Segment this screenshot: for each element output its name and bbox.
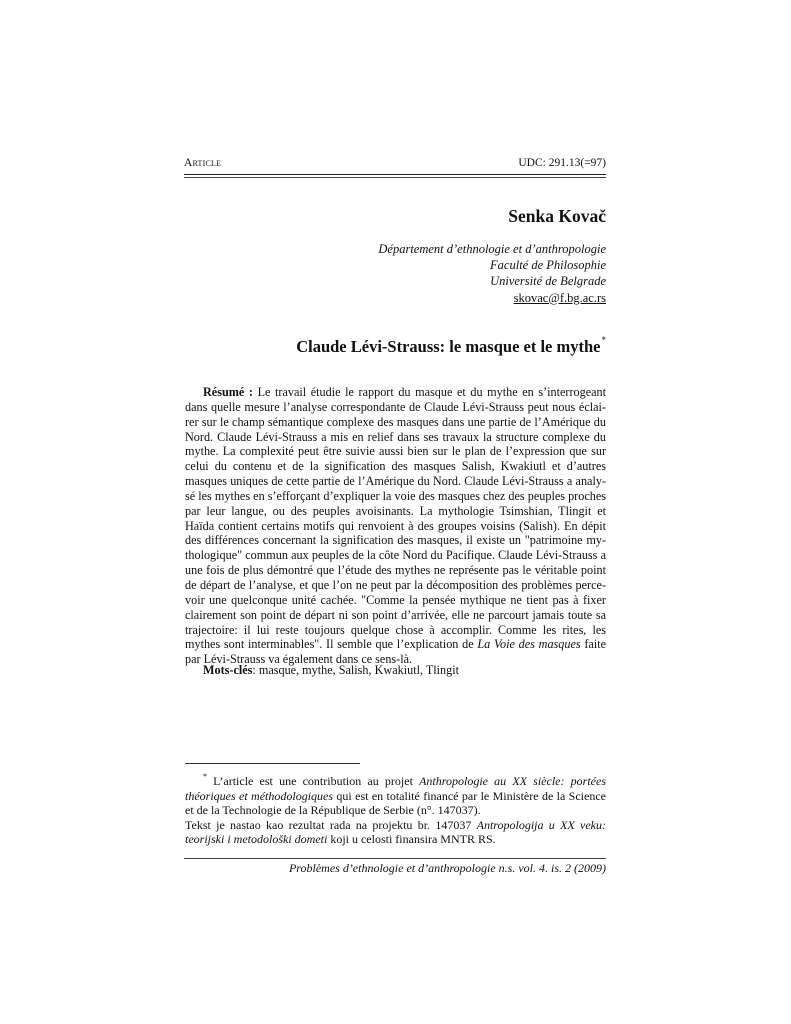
footnote-project-title: Anthropologie au XX siècle: portées théoriques et méthodologiques xyxy=(185,774,606,803)
footnote-serbian-title: Antropologija u XX veku: teorijski i metodološki dometi xyxy=(185,817,606,847)
affiliation-department: Département d’ethnologie et d’anthropologie xyxy=(378,242,606,256)
affiliation-university: Université de Belgrade xyxy=(490,274,606,289)
abstract-label: Résumé : xyxy=(203,385,253,399)
footer-rule xyxy=(184,858,606,859)
author-name: Senka Kovač xyxy=(508,206,606,226)
title-footnote-mark[interactable]: * xyxy=(601,335,606,345)
udc-code: UDC: 291.13(=97) xyxy=(518,157,606,169)
header-rule xyxy=(184,174,606,175)
keywords-list: : masque, mythe, Salish, Kwakiutl, Tlingit xyxy=(252,663,460,677)
keywords-label: Mots-clés xyxy=(203,663,253,677)
article-type-label: Article xyxy=(184,157,222,169)
author-affiliation xyxy=(286,241,606,306)
abstract-body-1: Le travail étudie le rapport du masque et du mythe en s’interrogeant dans quelle mesure l’analyse correspondante de Claude Lévi-Strauss peut nous éclairer sur le champ sémantique complexe des masques dans une partie de l’Amérique du Nord. Claude Lévi-Strauss a mis en relief dans ses travaux la structure complexe du mythe. La complexité peut être suivie aussi bien sur le plan de l’expression que sur celui du contenu et de la signification des masques Salish, Kwakiutl et d’autres masques uniques de cette partie de l’Amérique du Nord. Claude Lévi-Strauss a analysé les mythes en s’efforçant d’expliquer la voie des masques chez des peuples proches par leur langue, ou des peuples avoisinants. La mythologie Tsimshian, Tlingit et Haïda contient certains motifs qui renvoient à des groupes voisins (Salish). En dépit des différences concernant la signification des masques, il existe un "patrimoine mythologique" commun aux peuples de la côte Nord du Pacifique. Claude Lévi-Strauss a une fois de plus démontré que l’étude des mythes ne représente pas le véritable point de départ de l’analyse, et que l’on ne peut par la décomposition des problèmes percevoir une quelconque unité cachée. "Comme la pensée mythique ne tient pas à fixer clairement son point de départ ni son point d’arrivée, elle ne parcourt jamais toute sa trajectoire: il lui reste toujours quelque chose à accomplir. Comme les rites, les mythes sont interminables". Il semble que l’explication de xyxy=(185,385,607,652)
footnote-rule xyxy=(185,763,360,764)
footnote-serbian-2: koji u celosti finansira MNTR RS. xyxy=(327,832,496,847)
header-rule-thin xyxy=(184,177,606,178)
abstract-book-title: La Voie des masques xyxy=(477,637,581,652)
footnote xyxy=(185,770,606,847)
running-header xyxy=(184,157,606,169)
author-email-link[interactable]: skovac@f.bg.ac.rs xyxy=(513,290,606,305)
footnote-serbian-1: Tekst je nastao kao rezultat rada na projektu br. 147037 xyxy=(185,817,477,832)
abstract xyxy=(185,385,606,667)
abstract-body-2: faite par Lévi-Strauss va également dans ce sens-là. xyxy=(185,637,607,667)
journal-footer: Problèmes d’ethnologie et d’anthropologie n.s. vol. 4. is. 2 (2009) xyxy=(288,861,606,875)
footnote-text-2: qui est en totalité financé par le Ministère de la Science et de la Technologie de la République de Serbie (n°. 147037). xyxy=(185,788,606,818)
article-title-text: Claude Lévi-Strauss: le masque et le mythe xyxy=(296,337,601,356)
footnote-text-1: L’article est une contribution au projet xyxy=(207,774,420,788)
affiliation-faculty: Faculté de Philosophie xyxy=(490,258,606,273)
footnote-mark: * xyxy=(203,772,207,781)
article-title xyxy=(296,335,606,357)
keywords xyxy=(185,663,606,678)
